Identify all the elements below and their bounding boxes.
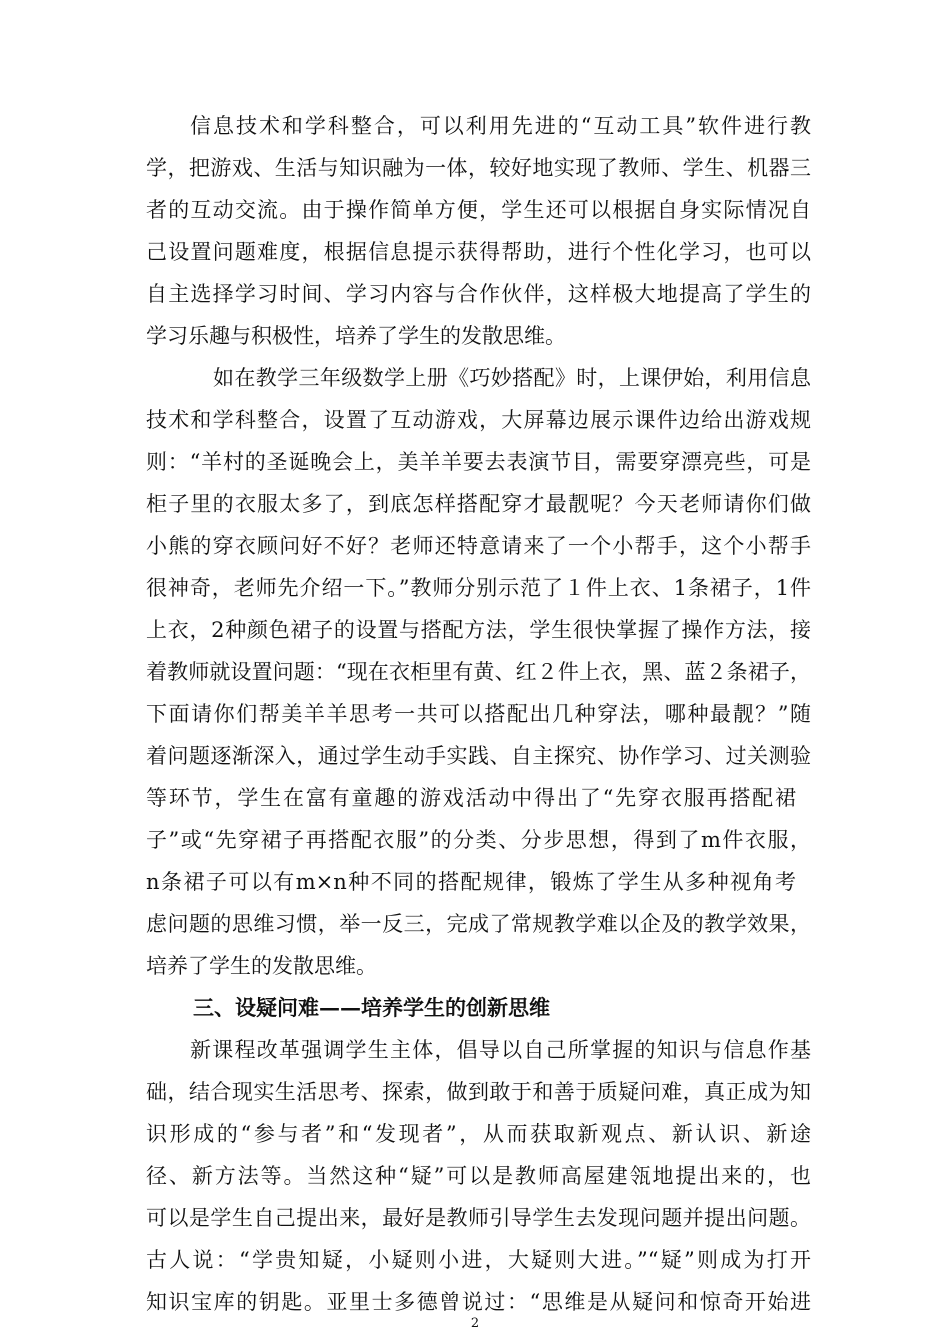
text-line: 技术和学科整合，设置了互动游戏，大屏幕边展示课件边给出游戏规 [146, 408, 811, 432]
text-line: 学，把游戏、生活与知识融为一体，较好地实现了教师、学生、机器三 [146, 156, 811, 180]
text-line: 础，结合现实生活思考、探索，做到敢于和善于质疑问难，真正成为知 [146, 1080, 811, 1104]
text-line: 学习乐趣与积极性，培养了学生的发散思维。 [146, 324, 566, 348]
text-line: 新课程改革强调学生主体，倡导以自己所掌握的知识与信息作基 [190, 1038, 811, 1062]
page-number: 2 [470, 1316, 480, 1331]
text-line: 者的互动交流。由于操作简单方便，学生还可以根据自身实际情况自 [146, 198, 811, 222]
text-line: 等环节，学生在富有童趣的游戏活动中得出了“先穿衣服再搭配裙 [146, 786, 796, 810]
text-line: 识形成的“参与者”和“发现者”，从而获取新观点、新认识、新途 [146, 1122, 811, 1146]
text-line: 小熊的穿衣顾问好不好？老师还特意请来了一个小帮手，这个小帮手 [146, 534, 811, 558]
text-line: 培养了学生的发散思维。 [146, 954, 377, 978]
text-line: 子”或“先穿裙子再搭配衣服”的分类、分步思想，得到了m件衣服， [146, 828, 811, 852]
text-line: n条裙子可以有m×n种不同的搭配规律，锻炼了学生从多种视角考 [146, 870, 796, 894]
text-line: 径、新方法等。当然这种“疑”可以是教师高屋建瓴地提出来的，也 [146, 1164, 811, 1188]
text-line: 柜子里的衣服太多了，到底怎样搭配穿才最靓呢？今天老师请你们做 [146, 492, 811, 516]
text-line: 下面请你们帮美羊羊思考一共可以搭配出几种穿法，哪种最靓？”随 [146, 702, 811, 726]
text-line: 己设置问题难度，根据信息提示获得帮助，进行个性化学习，也可以 [146, 240, 811, 264]
section-heading: 三、设疑问难——培养学生的创新思维 [193, 995, 550, 1020]
text-line: 如在教学三年级数学上册《巧妙搭配》时，上课伊始，利用信息 [213, 366, 811, 390]
text-line: 上衣，2种颜色裙子的设置与搭配方法，学生很快掌握了操作方法，接 [146, 618, 811, 642]
text-line: 着教师就设置问题：“现在衣柜里有黄、红２件上衣，黑、蓝２条裙子， [146, 660, 811, 684]
text-line: 古人说：“学贵知疑，小疑则小进，大疑则大进。”“疑”则成为打开 [146, 1248, 811, 1272]
text-line: 信息技术和学科整合，可以利用先进的“互动工具”软件进行教 [190, 114, 811, 138]
text-line: 自主选择学习时间、学习内容与合作伙伴，这样极大地提高了学生的 [146, 282, 811, 306]
text-line: 知识宝库的钥匙。亚里士多德曾说过：“思维是从疑问和惊奇开始进 [146, 1290, 811, 1314]
text-line: 则：“羊村的圣诞晚会上，美羊羊要去表演节目，需要穿漂亮些，可是 [146, 450, 811, 474]
text-line: 虑问题的思维习惯，举一反三，完成了常规教学难以企及的教学效果， [146, 912, 811, 936]
text-line: 着问题逐渐深入，通过学生动手实践、自主探究、协作学习、过关测验 [146, 744, 811, 768]
text-line: 很神奇，老师先介绍一下。”教师分别示范了１件上衣、1条裙子，1件 [146, 576, 811, 600]
text-line: 可以是学生自己提出来，最好是教师引导学生去发现问题并提出问题。 [146, 1206, 811, 1230]
